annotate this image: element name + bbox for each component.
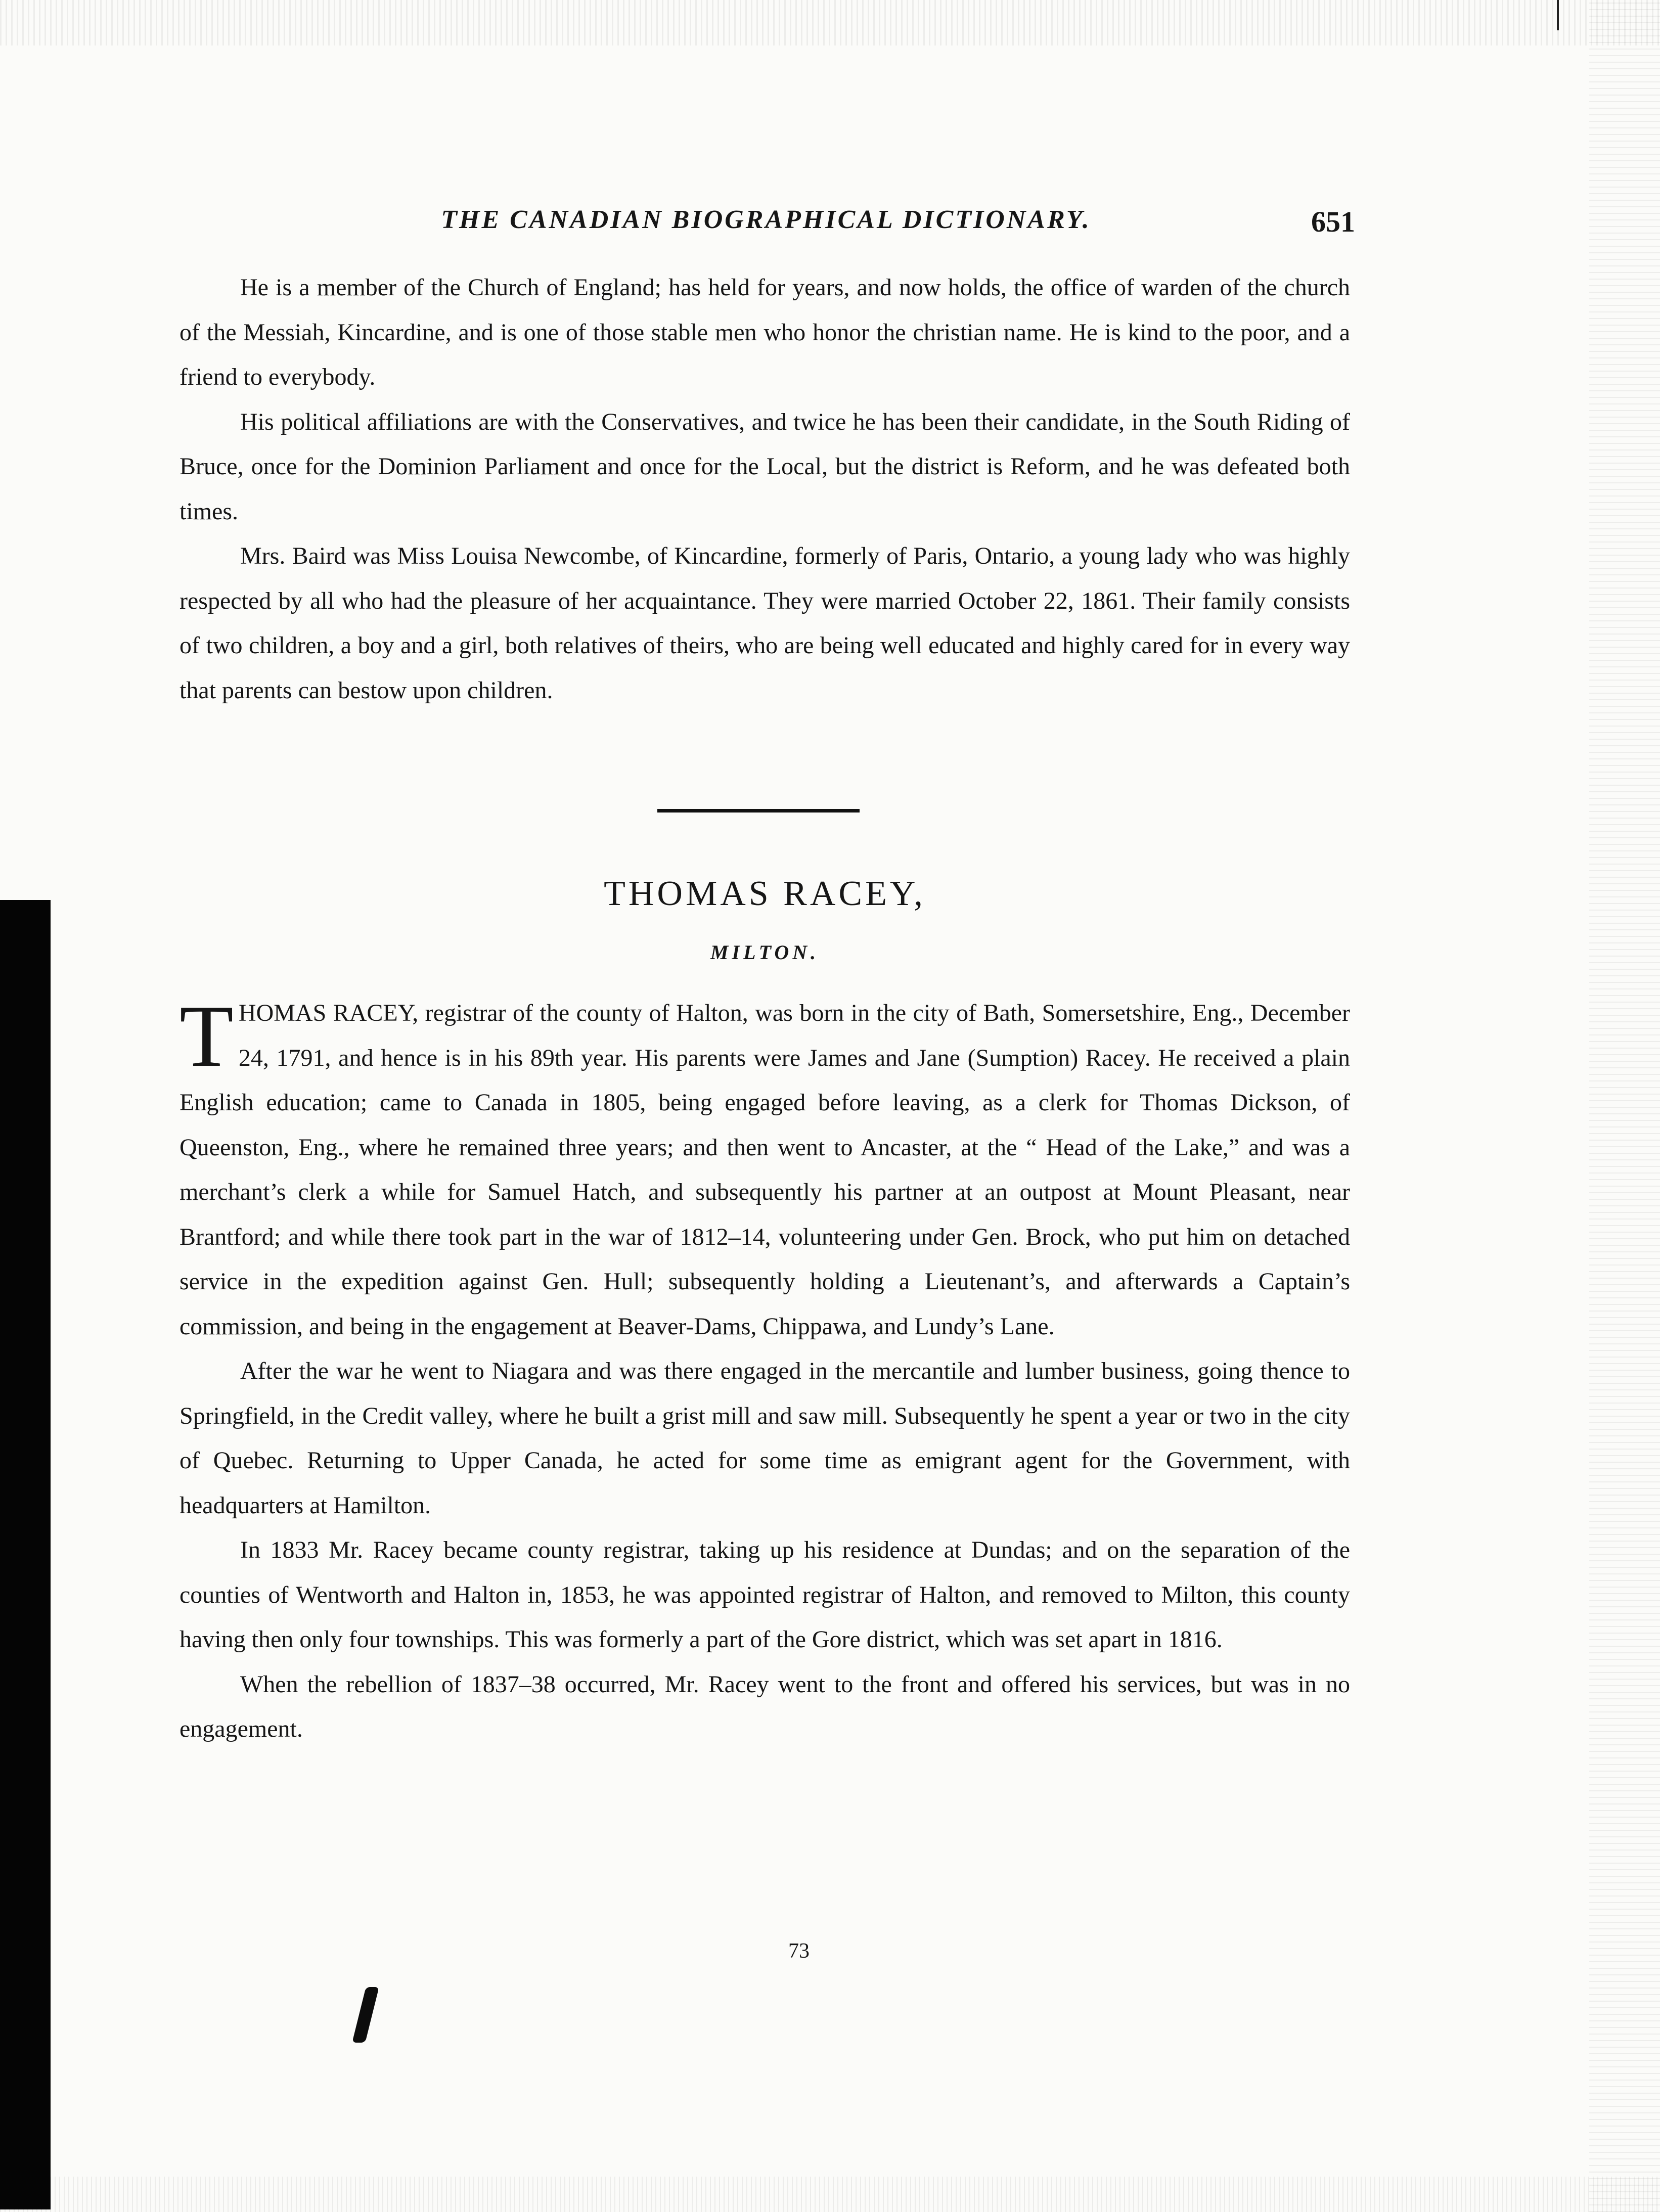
scan-noise-top: [0, 0, 1660, 46]
paragraph: In 1833 Mr. Racey became county registrar, taking up his residence at Dundas; and on the separation of the counties of Wentworth and Halton in, 1853, he was appointed registrar of Halton, and removed to Milton, this county having then only four townships. This was formerly a part of the Gore district, which was set apart in 1816.: [180, 1537, 1350, 1653]
scan-noise-right: [1589, 0, 1660, 2212]
previous-entry-text: [180, 265, 1350, 713]
paragraph: He is a member of the Church of England; has held for years, and now holds, the office of warden of the church of the Messiah, Kincardine, and is one of those stable men who honor the christian name. He is kind to the poor, and a friend to everybody.: [180, 274, 1350, 390]
paragraph: After the war he went to Niagara and was there engaged in the mercantile and lumber business, going thence to Springfield, in the Credit valley, where he built a grist mill and saw mill. Subsequently he spent a year or two in the city of Quebec. Returning to Upper Canada, he acted for some time as emigrant agent for the Government, with headquarters at Hamilton.: [180, 1358, 1350, 1519]
first-paragraph-text: HOMAS RACEY, registrar of the county of Halton, was born in the city of Bath, Somersetshire, Eng., December 24, 1791, and hence is in his 89th year. His parents were James and Jane (Sumption) Racey. He received a plain English education; came to Canada in 1805, being engaged before leaving, as a clerk for Thomas Dickson, of Queenston, Eng., where he remained three years; and then went to Ancaster, at the “ Head of the Lake,” and was a merchant’s clerk a while for Samuel Hatch, and subsequently his partner at an outpost at Mount Pleasant, near Brantford; and while there took part in the war of 1812–14, volunteering under Gen. Brock, who put him on detached service in the expedition against Gen. Hull; subsequently holding a Lieutenant’s, and afterwards a Captain’s commission, and being in the engagement at Beaver-Dams, Chippawa, and Lundy’s Lane.: [180, 1000, 1350, 1340]
paragraph: His political affiliations are with the Conservatives, and twice he has been their candidate, in the South Riding of Bruce, once for the Dominion Parliament and once for the Local, but the district is Reform, and he was defeated both times.: [180, 408, 1350, 525]
signature-mark: 73: [788, 1939, 810, 1963]
scan-dark-edge: [0, 900, 51, 2209]
drop-cap: T: [180, 987, 234, 1085]
ink-smudge: [352, 1987, 379, 2043]
paragraph-first: [180, 987, 1350, 1349]
section-divider: [657, 809, 860, 812]
running-head-title: THE CANADIAN BIOGRAPHICAL DICTIONARY.: [441, 205, 1091, 234]
scan-edge-line: [1557, 0, 1559, 30]
scan-noise-bottom: [0, 2177, 1660, 2212]
running-head: [177, 205, 1355, 245]
entry-text: [180, 987, 1350, 1752]
paragraph: Mrs. Baird was Miss Louisa Newcombe, of Kincardine, formerly of Paris, Ontario, a young lady who was highly respected by all who had the pleasure of her acquaintance. They were married October 22, 1861. Their family consists of two children, a boy and a girl, both relatives of theirs, who are being well educated and highly cared for in every way that parents can bestow upon children.: [180, 543, 1350, 704]
entry-name-heading: THOMAS RACEY,: [604, 874, 926, 913]
entry-place-subheading: MILTON.: [710, 941, 820, 964]
page-number: 651: [1311, 205, 1355, 238]
paragraph: When the rebellion of 1837–38 occurred, Mr. Racey went to the front and offered his services, but was in no engagement.: [180, 1671, 1350, 1742]
